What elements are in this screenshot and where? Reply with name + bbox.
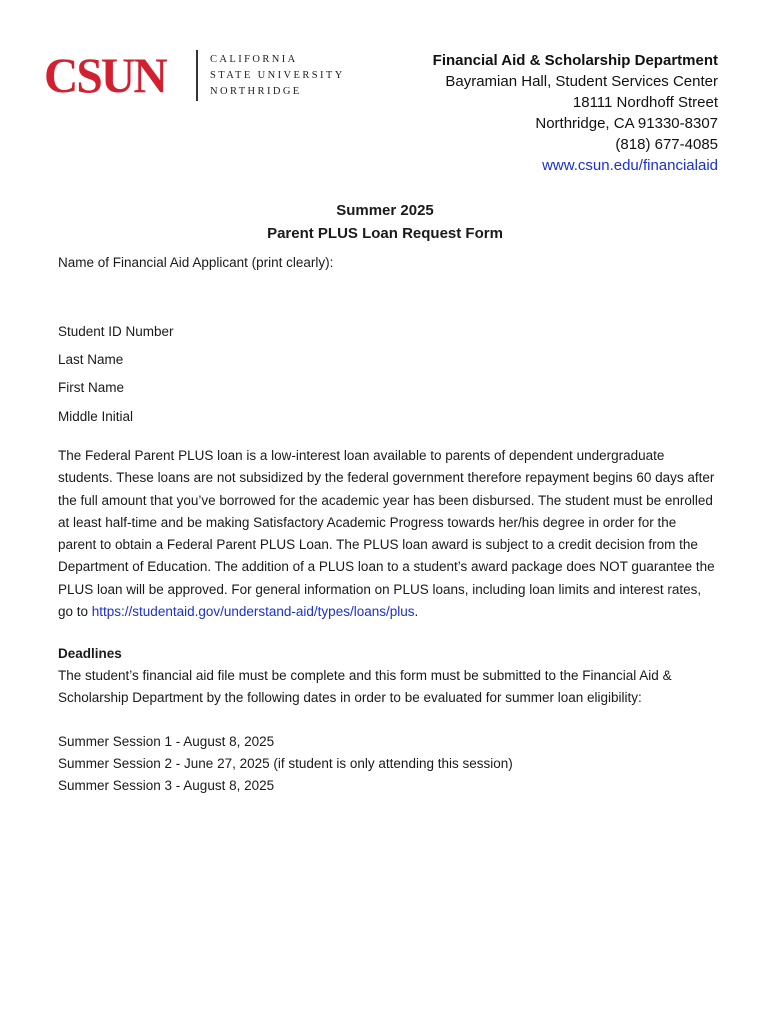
plus-loan-description xyxy=(58,445,718,623)
applicant-name-label: Name of Financial Aid Applicant (print clearly): xyxy=(58,255,334,270)
logo-divider xyxy=(196,50,198,101)
middle-initial-label: Middle Initial xyxy=(58,409,134,424)
department-name: Financial Aid & Scholarship Department xyxy=(432,52,718,69)
building-line: Bayramian Hall, Student Services Center xyxy=(445,73,718,90)
session-2-deadline: Summer Session 2 - June 27, 2025 (if student is only attending this session) xyxy=(58,756,513,771)
student-id-label: Student ID Number xyxy=(58,324,174,339)
logo-line-1: CALIFORNIA xyxy=(210,54,298,65)
website-link[interactable]: www.csun.edu/financialaid xyxy=(542,157,718,174)
logo-line-2: STATE UNIVERSITY xyxy=(210,70,345,81)
session-1-deadline: Summer Session 1 - August 8, 2025 xyxy=(58,734,275,749)
description-end: . xyxy=(414,604,419,620)
street-line: 18111 Nordhoff Street xyxy=(572,94,718,111)
logo-line-3: NORTHRIDGE xyxy=(210,86,302,97)
city-line: Northridge, CA 91330-8307 xyxy=(535,115,718,132)
logo-wordmark: CSUN xyxy=(44,47,166,103)
last-name-label: Last Name xyxy=(58,352,124,367)
session-3-deadline: Summer Session 3 - August 8, 2025 xyxy=(58,778,275,793)
form-title: Parent PLUS Loan Request Form xyxy=(267,225,503,242)
department-address xyxy=(433,50,718,176)
deadlines-text: The student’s financial aid file must be complete and this form must be submitted to the Financial Aid & Scholarship Department by the following dates in order to be evaluated for summer loan eligibility: xyxy=(58,668,672,705)
deadlines-heading: Deadlines xyxy=(58,646,122,661)
description-text: The Federal Parent PLUS loan is a low-interest loan available to parents of dependent undergraduate students. These loans are not subsidized by the federal government therefore repayment begins 60 days after the full amount that you’ve borrowed for the academic year has been disbursed. The student must be enrolled at least half-time and be making Satisfactory Academic Progress towards her/his degree in order for the parent to obtain a Federal Parent PLUS Loan. The PLUS loan award is subject to a credit decision from the Department of Education. The addition of a PLUS loan to a student’s award package does NOT guarantee the PLUS loan will be approved. For general information on PLUS loans, including loan limits and interest rates, go to xyxy=(58,448,715,620)
form-term: Summer 2025 xyxy=(336,202,434,219)
studentaid-link[interactable]: https://studentaid.gov/understand-aid/types/loans/plus xyxy=(91,604,415,620)
phone-line: (818) 677-4085 xyxy=(615,136,718,153)
session-deadline-list xyxy=(58,731,513,797)
logo-university-name xyxy=(210,52,345,100)
first-name-label: First Name xyxy=(58,380,125,395)
